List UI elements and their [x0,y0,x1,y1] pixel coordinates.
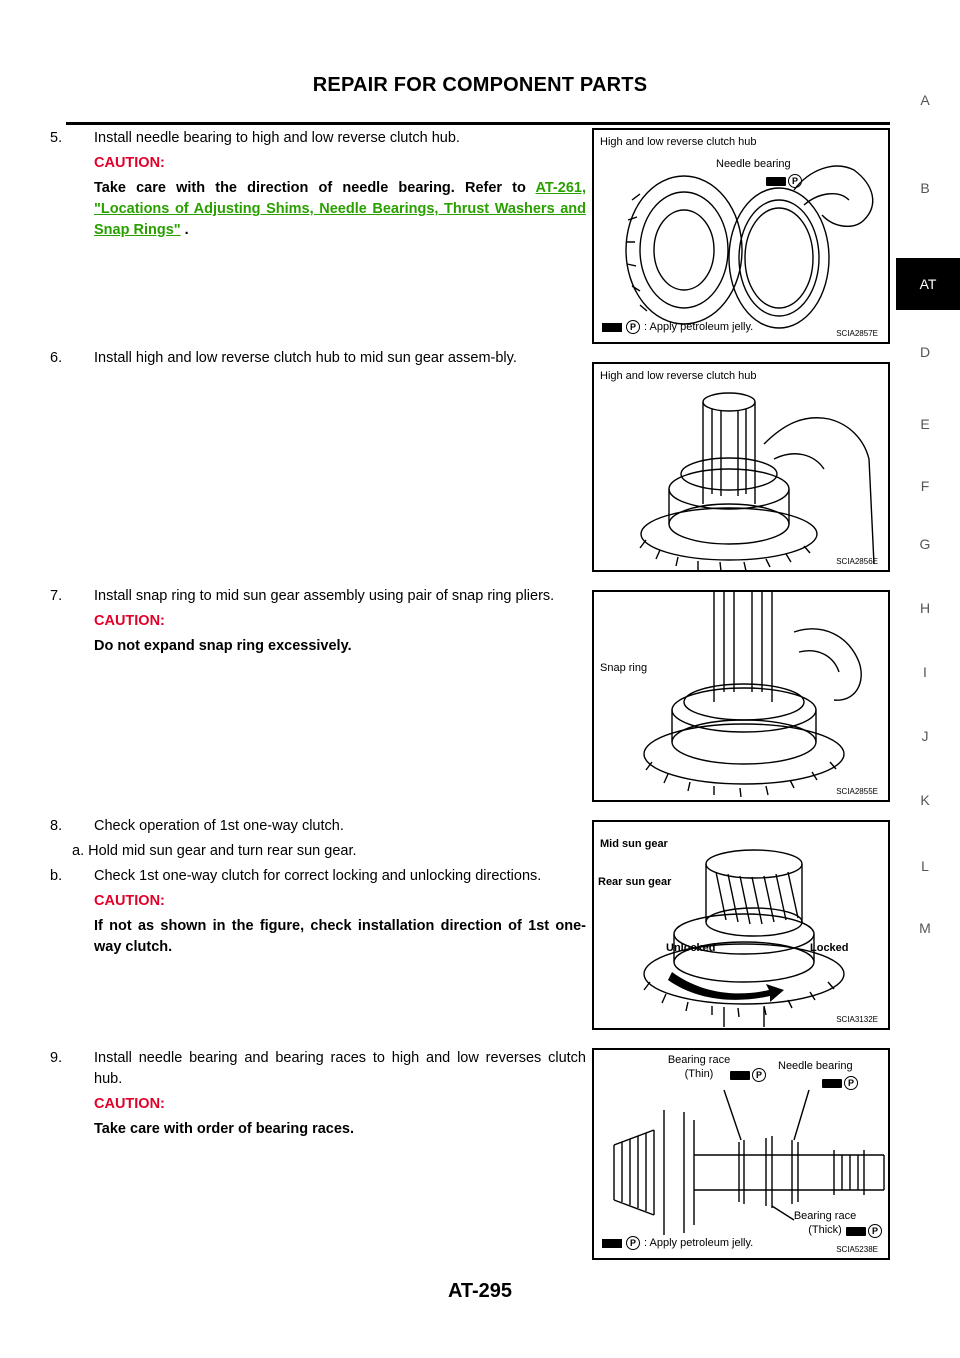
side-index-letter[interactable]: B [920,180,930,196]
figure-label: Bearing race [793,1210,857,1222]
figure-snap-ring [592,590,890,802]
side-index-letter[interactable]: D [919,344,931,360]
side-index-letter[interactable]: H [919,600,931,616]
caution-text: Do not expand snap ring excessively. [94,638,352,654]
step-text: Install needle bearing and bearing races to high and low reverses clutch hub. [94,1050,586,1087]
figure-label: Needle bearing [778,1060,853,1072]
figure-code: SCIA3132E [836,1015,878,1024]
figure-label: High and low reverse clutch hub [600,136,757,148]
figure-legend [602,1236,753,1250]
side-index-active-tab[interactable]: AT [896,258,960,310]
side-index-letter[interactable]: L [921,858,929,874]
page-title: REPAIR FOR COMPONENT PARTS [312,74,648,96]
figure-code: SCIA2857E [836,329,878,338]
figure-label: Needle bearing [716,158,791,170]
caution-label: CAUTION: [94,1096,165,1112]
step-number: 5. [50,130,63,146]
figure-label: High and low reverse clutch hub [600,370,757,382]
caution-label: CAUTION: [94,893,165,909]
figure-clutch-hub-install [592,362,890,572]
side-index [890,0,960,1358]
legend-text: : Apply petroleum jelly. [644,321,754,333]
grease-icon [730,1071,750,1080]
step-text: Check operation of 1st one-way clutch. [94,818,344,834]
substep-number: b. [50,868,63,884]
step-9 [50,1048,586,1144]
side-index-letter[interactable]: F [920,478,930,494]
substep-b: Check 1st one-way clutch for correct locking and unlocking directions. [94,868,542,884]
figure-label: (Thin) [684,1068,714,1080]
grease-icon [766,177,786,186]
grease-icon [846,1227,866,1236]
side-index-letter[interactable]: M [919,920,931,936]
p-circle-icon: P [626,1236,640,1250]
figure-code: SCIA5238E [836,1245,878,1254]
figure-one-way-clutch [592,820,890,1030]
figure-bearing-races [592,1048,890,1260]
caution-text: Take care with the direction of needle bearing. Refer to [94,180,536,196]
step-number: 6. [50,350,63,366]
figure-label: Mid sun gear [600,838,668,850]
figure-label: Unlocked [666,942,716,954]
step-number: 9. [50,1050,63,1066]
step-number: 7. [50,588,63,604]
grease-icon [602,323,622,332]
step-text: Install snap ring to mid sun gear assembly using pair of snap ring pliers. [94,588,555,604]
figure-label: Bearing race [667,1054,731,1066]
caution-text: Take care with order of bearing races. [94,1121,355,1137]
clutch-hub-illustration [594,364,890,572]
figure-label: Locked [810,942,849,954]
side-index-letter[interactable]: I [923,664,927,680]
caution-text-end: . [180,222,189,238]
figure-label: Rear sun gear [598,876,672,888]
p-circle-icon: P [752,1068,766,1082]
side-index-letter[interactable]: G [919,536,931,552]
snap-ring-illustration [594,592,890,802]
grease-icon [822,1079,842,1088]
p-circle-icon: P [788,174,802,188]
figure-code: SCIA2855E [836,787,878,796]
caution-label: CAUTION: [94,155,165,171]
caution-label: CAUTION: [94,613,165,629]
header-rule [66,122,890,125]
figure-needle-bearing [592,128,890,344]
step-8 [50,816,586,962]
caution-text: If not as shown in the figure, check installation direction of 1st one-way clutch. [94,918,586,955]
cross-reference-link[interactable]: AT-261, "Locations of Adjusting Shims, Needle Bearings, Thrust Washers and Snap Rings" [94,180,586,238]
side-index-letter[interactable]: K [920,792,930,808]
petroleum-jelly-icon [730,1068,766,1082]
step-6 [50,348,586,373]
substep-a: a. Hold mid sun gear and turn rear sun gear. [72,843,357,859]
page-number: AT-295 [447,1280,513,1302]
legend-text: : Apply petroleum jelly. [644,1237,754,1249]
petroleum-jelly-icon [766,174,802,188]
figure-code: SCIA2856E [836,557,878,566]
side-index-letter[interactable]: J [921,728,929,744]
figure-legend [602,320,753,334]
step-7 [50,586,586,661]
p-circle-icon: P [868,1224,882,1238]
petroleum-jelly-icon [822,1076,858,1090]
side-index-letter[interactable]: E [920,416,930,432]
step-text: Install needle bearing to high and low reverse clutch hub. [94,130,460,146]
p-circle-icon: P [844,1076,858,1090]
step-5 [50,128,586,245]
grease-icon [602,1239,622,1248]
p-circle-icon: P [626,320,640,334]
step-text: Install high and low reverse clutch hub to mid sun gear assem-bly. [94,350,517,366]
one-way-clutch-illustration [594,822,890,1030]
figure-label: Snap ring [600,662,648,674]
petroleum-jelly-icon [846,1224,882,1238]
step-number: 8. [50,818,63,834]
side-index-letter[interactable]: A [920,92,930,108]
figure-label: (Thick) [808,1224,842,1236]
